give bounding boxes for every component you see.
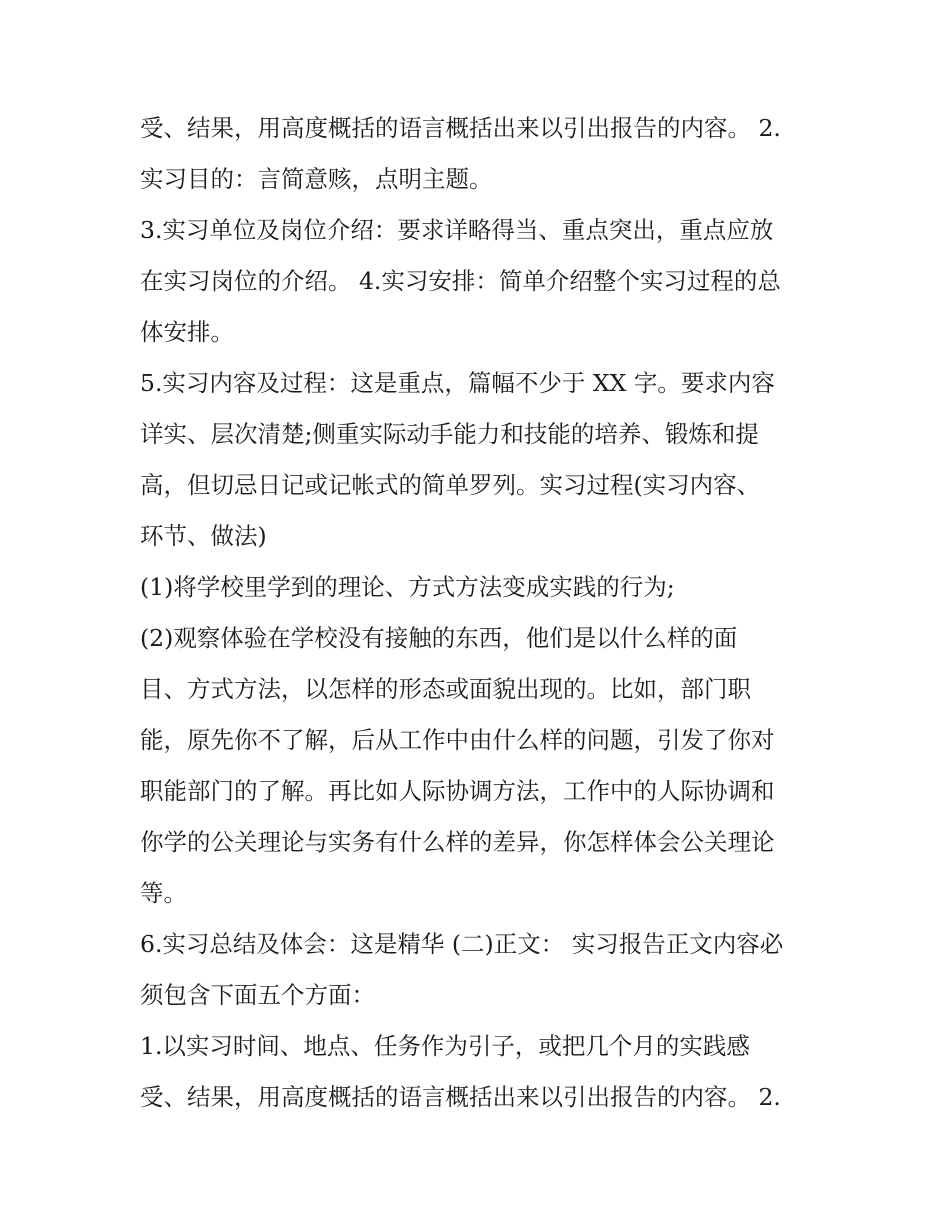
text-line: 1.以实习时间、地点、任务作为引子，或把几个月的实践感 (140, 1032, 750, 1060)
text-line: 5.实习内容及过程：这是重点，篇幅不少于 XX 字。要求内容 (140, 369, 775, 397)
document-body (140, 103, 820, 1123)
text-line: 能，原先你不了解，后从工作中由什么样的问题，引发了你对 (140, 726, 775, 754)
text-line: 受、结果，用高度概括的语言概括出来以引出报告的内容。 2. (140, 114, 781, 142)
text-line: 3.实习单位及岗位介绍：要求详略得当、重点突出，重点应放 (140, 216, 774, 244)
text-line: (1)将学校里学到的理论、方式方法变成实践的行为; (140, 573, 675, 601)
text-line: 实习目的：言简意赅，点明主题。 (140, 165, 493, 193)
text-line: 你学的公关理论与实务有什么样的差异，你怎样体会公关理论 (140, 828, 775, 856)
text-line: 体安排。 (140, 318, 234, 346)
text-line: (2)观察体验在学校没有接触的东西，他们是以什么样的面 (140, 624, 738, 652)
text-line: 受、结果，用高度概括的语言概括出来以引出报告的内容。 2. (140, 1083, 781, 1111)
text-line: 6.实习总结及体会：这是精华 (二)正文： 实习报告正文内容必 (140, 930, 784, 958)
text-line: 须包含下面五个方面： (140, 981, 375, 1009)
text-line: 环节、做法) (140, 522, 267, 550)
text-line: 高，但切忌日记或记帐式的简单罗列。实习过程(实习内容、 (140, 471, 761, 499)
text-line: 职能部门的了解。再比如人际协调方法，工作中的人际协调和 (140, 777, 775, 805)
text-line: 等。 (140, 879, 187, 907)
text-line: 目、方式方法，以怎样的形态或面貌出现的。比如，部门职 (140, 675, 751, 703)
text-line: 详实、层次清楚;侧重实际动手能力和技能的培养、锻炼和提 (140, 420, 759, 448)
text-line: 在实习岗位的介绍。 4.实习安排：简单介绍整个实习过程的总 (140, 267, 781, 295)
